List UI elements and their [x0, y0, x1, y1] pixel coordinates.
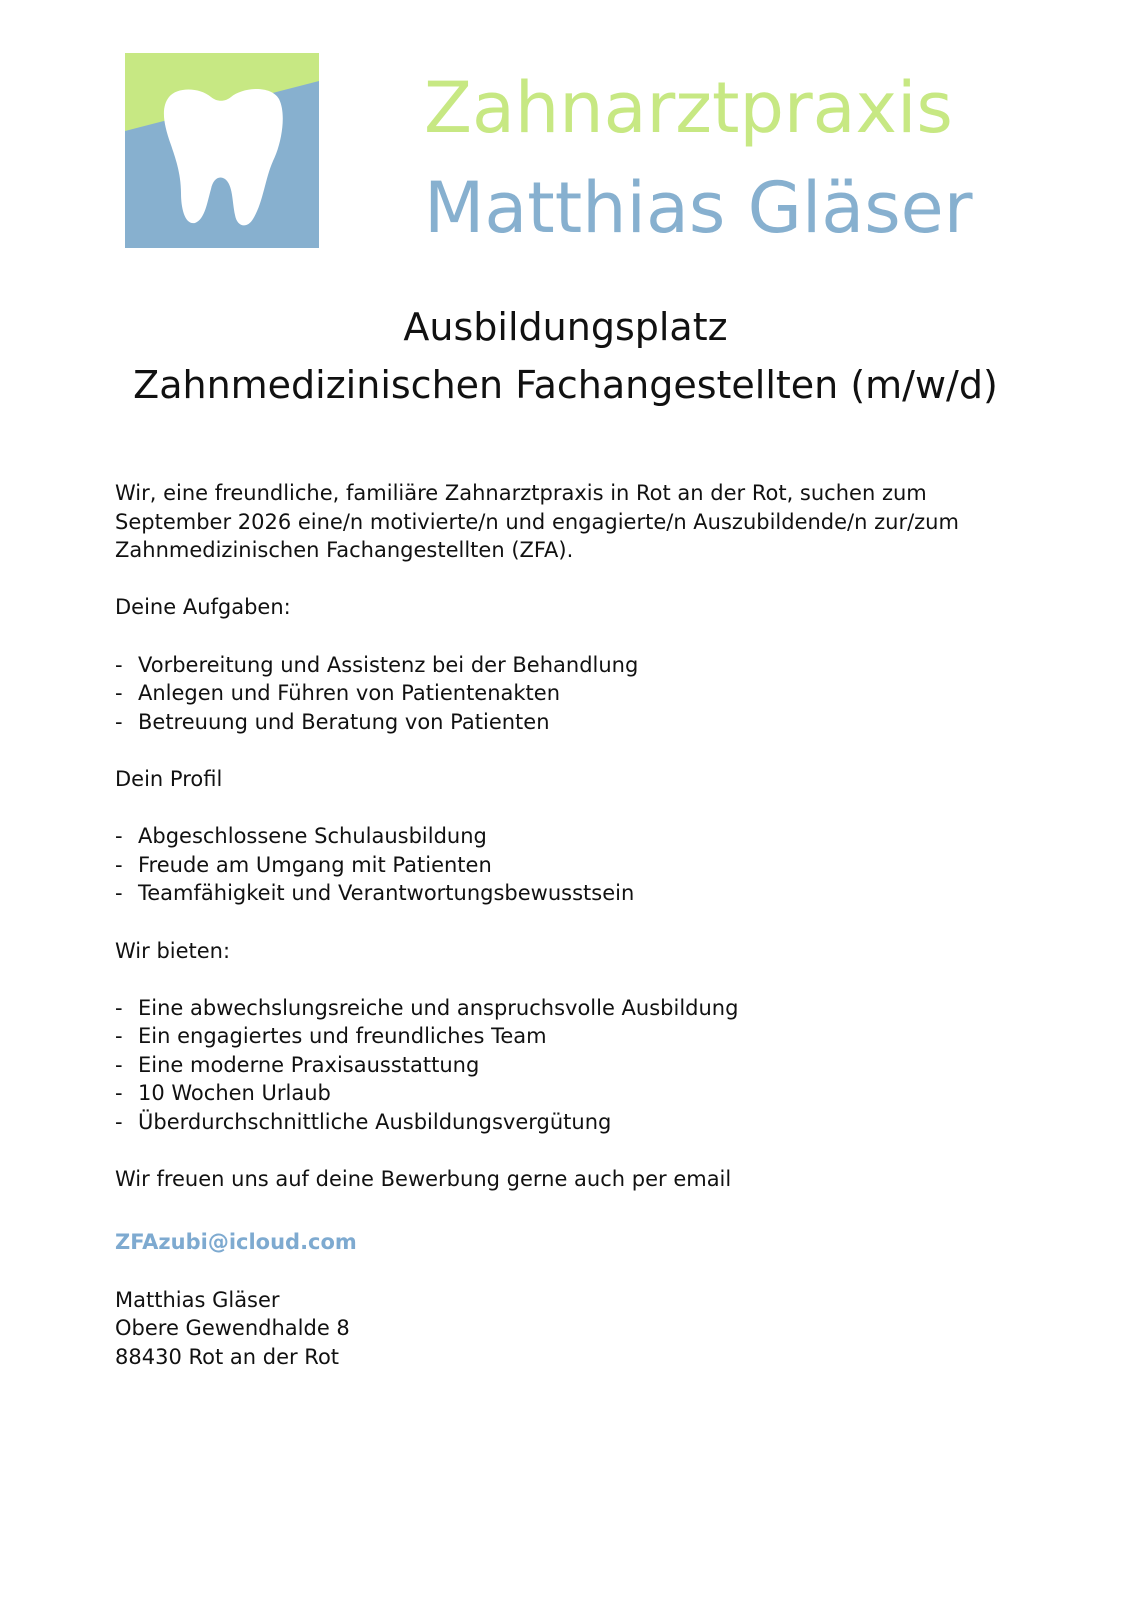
offer-list [115, 994, 1075, 1137]
profile-list [115, 822, 1075, 908]
bullet-dash: - [115, 1024, 123, 1049]
bullet-dash: - [115, 824, 123, 849]
list-item [115, 994, 1075, 1023]
list-item-text: Teamfähigkeit und Verantwortungsbewusstsein [138, 881, 635, 906]
bullet-dash: - [115, 1081, 123, 1106]
list-item [115, 879, 1075, 908]
list-item-text: Betreuung und Beratung von Patienten [138, 709, 550, 734]
list-item [115, 679, 1075, 708]
practice-name [424, 58, 1114, 258]
job-title-line-2: Zahnmedizinischen Fachangestellten (m/w/d) [133, 363, 998, 407]
bullet-dash: - [115, 652, 123, 677]
profile-heading: Dein Profil [115, 766, 223, 791]
list-item [115, 822, 1075, 851]
tasks-heading: Deine Aufgaben: [115, 595, 291, 620]
list-item [115, 651, 1075, 680]
bullet-dash: - [115, 1052, 123, 1077]
list-item-text: Eine moderne Praxisausstattung [138, 1052, 480, 1077]
list-item [115, 1108, 1075, 1137]
list-item-text: 10 Wochen Urlaub [138, 1081, 331, 1106]
offer-heading: Wir bieten: [115, 938, 231, 963]
practice-name-line-1: Zahnarztpraxis [424, 67, 953, 149]
intro-line: September 2026 eine/n motivierte/n und engagierte/n Auszubildende/n zur/zum [115, 509, 959, 534]
address-street: Obere Gewendhalde 8 [115, 1316, 350, 1341]
list-item-text: Abgeschlossene Schulausbildung [138, 824, 487, 849]
bullet-dash: - [115, 681, 123, 706]
bullet-dash: - [115, 852, 123, 877]
practice-name-line-2: Matthias Gläser [424, 167, 973, 249]
contact-address [115, 1286, 1075, 1372]
bullet-dash: - [115, 709, 123, 734]
list-item-text: Eine abwechslungsreiche und anspruchsvolle Ausbildung [138, 995, 739, 1020]
list-item-text: Freude am Umgang mit Patienten [138, 852, 492, 877]
email-link[interactable]: ZFAzubi@icloud.com [115, 1230, 357, 1255]
list-item-text: Vorbereitung und Assistenz bei der Behandlung [138, 652, 639, 677]
job-title-line-1: Ausbildungsplatz [403, 305, 728, 349]
bullet-dash: - [115, 881, 123, 906]
list-item-text: Überdurchschnittliche Ausbildungsvergütung [138, 1110, 612, 1135]
list-item [115, 1079, 1075, 1108]
list-item [115, 1022, 1075, 1051]
address-name: Matthias Gläser [115, 1287, 280, 1312]
list-item [115, 851, 1075, 880]
bullet-dash: - [115, 1110, 123, 1135]
bullet-dash: - [115, 995, 123, 1020]
closing-text: Wir freuen uns auf deine Bewerbung gerne auch per email [115, 1167, 732, 1192]
intro-line: Zahnmedizinischen Fachangestellten (ZFA). [115, 538, 574, 563]
intro-paragraph [115, 479, 1075, 565]
posting-body [115, 479, 1075, 1371]
list-item [115, 708, 1075, 737]
list-item-text: Anlegen und Führen von Patientenakten [138, 681, 561, 706]
address-city: 88430 Rot an der Rot [115, 1344, 340, 1369]
tooth-logo-icon [125, 53, 319, 248]
list-item [115, 1051, 1075, 1080]
job-title [0, 298, 1131, 414]
tasks-list [115, 651, 1075, 737]
list-item-text: Ein engagiertes und freundliches Team [138, 1024, 547, 1049]
intro-line: Wir, eine freundliche, familiäre Zahnarztpraxis in Rot an der Rot, suchen zum [115, 481, 927, 505]
